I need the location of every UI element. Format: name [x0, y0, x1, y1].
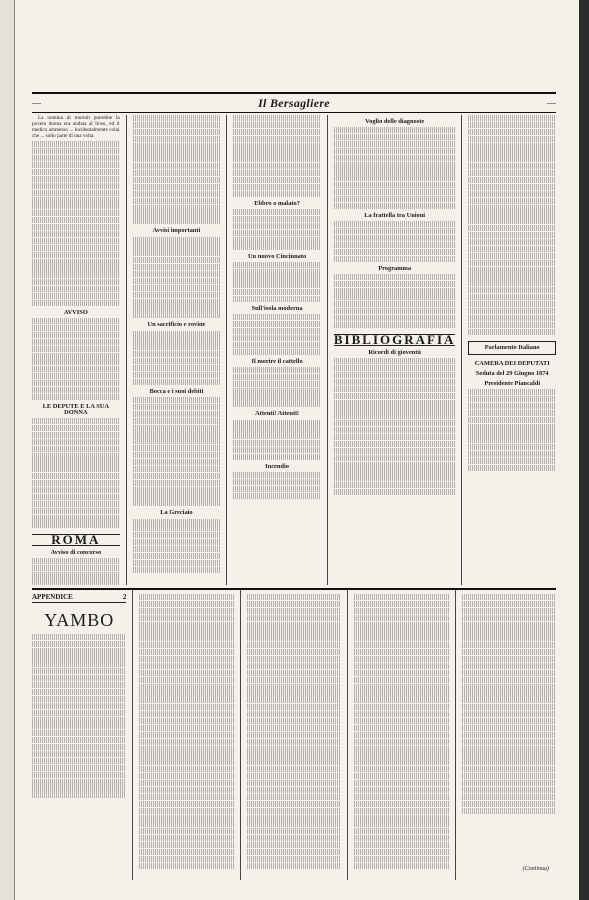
bibliografia-heading: BIBLIOGRAFIA — [333, 332, 456, 348]
column-2-heading-2: Un sacrificio e rovine — [147, 321, 206, 329]
column-rule — [455, 590, 456, 880]
upper-columns — [32, 115, 556, 585]
roma-heading: ROMA — [32, 534, 120, 546]
appendice-column-1 — [32, 590, 126, 880]
column-3-heading-2: Un nuovo Cincinnato — [247, 252, 307, 260]
column-3-heading-6: Incendio — [265, 463, 289, 471]
column-rule — [461, 115, 462, 585]
masthead-right-rule: — — [547, 98, 556, 108]
column-3-heading-3: Sull'isola moderna — [251, 305, 303, 313]
column-4-heading-3: Programma — [378, 264, 412, 272]
story-title: YAMBO — [44, 610, 115, 631]
column-3-heading-4: Il morire il cattello — [251, 357, 303, 365]
column-rule — [347, 590, 348, 880]
appendice-column-4 — [354, 590, 448, 880]
column-rule — [126, 115, 127, 585]
column-2-heading-3: Bocca e i suoi debiti — [149, 387, 204, 395]
column-2 — [133, 115, 221, 585]
parlamento-heading: Parlamento Italiano — [468, 341, 556, 355]
masthead — [32, 92, 556, 113]
column-4-heading-2: La frattella tra Unioni — [364, 211, 426, 219]
masthead-title: Il Bersagliere — [258, 95, 330, 110]
column-1-heading-1: AVVISO — [63, 308, 88, 316]
presidente-line: Presidente Piancaldi — [484, 379, 541, 387]
column-rule — [132, 590, 133, 880]
appendice-header — [32, 594, 126, 603]
column-2-heading-1: Avvisi importanti — [152, 227, 201, 235]
page-edge-right — [579, 0, 589, 900]
column-rule — [327, 115, 328, 585]
column-3-heading-5: Attenti! Attenti! — [255, 410, 299, 418]
appendice-number: 2 — [122, 593, 127, 601]
camera-heading: CAMERA DEI DEPUTATI — [474, 359, 550, 367]
column-3 — [233, 115, 321, 585]
column-1 — [32, 115, 120, 585]
seduta-date: Seduta del 29 Giugno 1874 — [475, 369, 549, 377]
roma-subheading: Avviso di concorso — [50, 548, 102, 556]
column-4 — [334, 115, 456, 585]
column-2-heading-4: La Greciaio — [160, 509, 193, 517]
continua-note: (Continua) — [522, 866, 549, 872]
column-3-heading-1: Ebbro o malato? — [254, 199, 300, 207]
masthead-left-rule: — — [32, 98, 41, 108]
appendice-label: APPENDICE — [32, 593, 73, 601]
appendice-section — [32, 588, 556, 880]
column-4-heading-5: Ricordi di gioventù — [368, 349, 421, 357]
appendice-column-2 — [139, 590, 233, 880]
appendice-column-5 — [462, 590, 556, 880]
column-rule — [240, 590, 241, 880]
page-edge-left — [0, 0, 15, 900]
appendice-column-3 — [247, 590, 341, 880]
column-5 — [468, 115, 556, 585]
column-rule — [226, 115, 227, 585]
column-1-heading-2: LE DEPUTE E LA SUA DONNA — [42, 402, 110, 417]
column-1-intro: La nomina di mortuli potrebbe la povera donna era andata al liceo, ed il medico ammesso ... incidentalmente colui che ... sollo parte di una volta. — [32, 115, 120, 140]
column-4-heading-1: Voglio delle diagnoste — [365, 118, 425, 125]
